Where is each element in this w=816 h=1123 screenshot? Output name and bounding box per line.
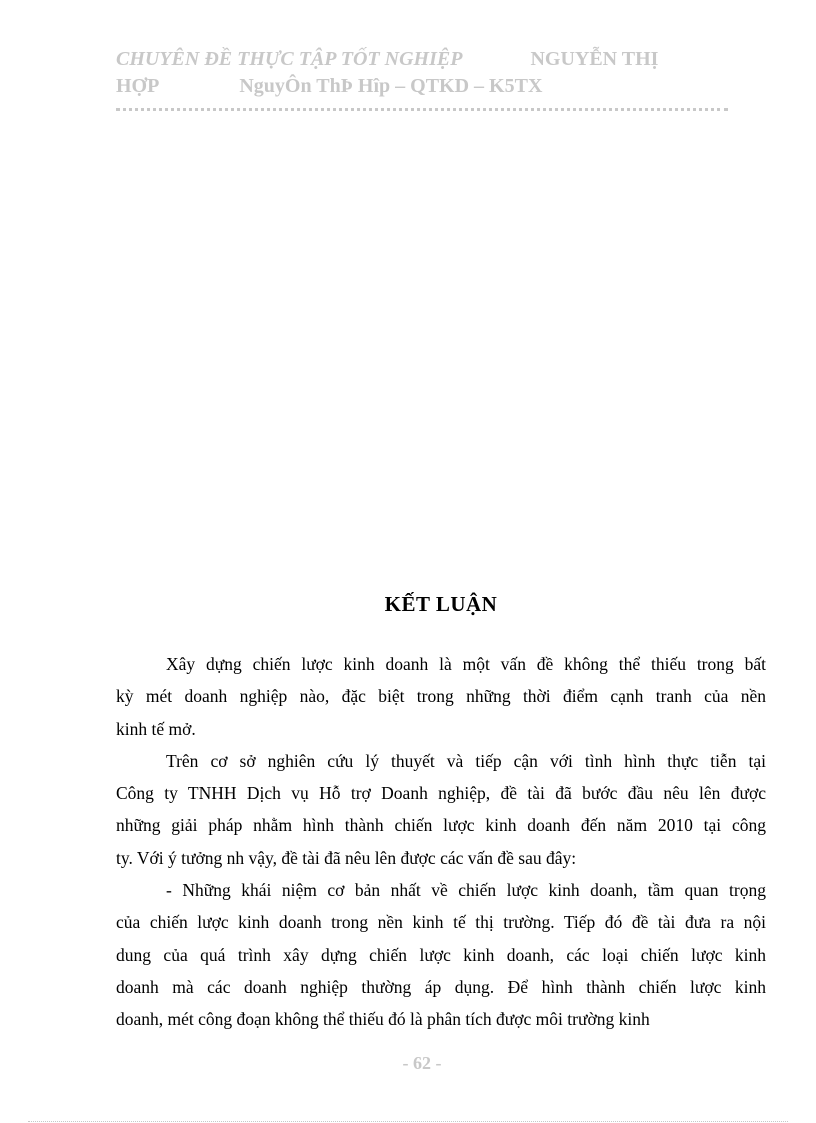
paragraph-1 xyxy=(116,648,766,745)
paragraph-3 xyxy=(116,874,766,1035)
text-line: Trên cơ sở nghiên cứu lý thuyết và tiếp cận với tình hình thực tiễn tại xyxy=(166,750,766,771)
text-line: những giải pháp nhằm hình thành chiến lược kinh doanh đến năm 2010 tại công xyxy=(116,815,766,836)
header-document-type: CHUYÊN ĐỀ THỰC TẬP TỐT NGHIỆP xyxy=(116,48,463,70)
text-line: doanh, mét công đoạn không thể thiếu đó là phân tích được môi trường kinh xyxy=(116,1009,650,1030)
text-line: doanh mà các doanh nghiệp thường áp dụng. Để hình thành chiến lược kinh xyxy=(116,976,766,997)
text-line: dung của quá trình xây dựng chiến lược kinh doanh, các loại chiến lược kinh xyxy=(116,944,766,965)
page-header xyxy=(116,46,728,100)
header-author-name-cont: HỢP xyxy=(116,75,160,97)
text-line: ty. Với ý tưởng nh vậy, đề tài đã nêu lên được các vấn đề sau đây: xyxy=(116,847,577,868)
text-line: Công ty TNHH Dịch vụ Hỗ trợ Doanh nghiệp, đề tài đã bước đầu nêu lên được xyxy=(116,783,766,804)
text-line: Xây dựng chiến lược kinh doanh là một vấn đề không thể thiếu trong bất xyxy=(166,654,766,674)
header-line-1 xyxy=(116,46,728,73)
footer-divider xyxy=(28,1121,788,1122)
text-line: của chiến lược kinh doanh trong nền kinh tế thị trường. Tiếp đó đề tài đưa ra nội xyxy=(116,912,766,933)
body-text xyxy=(116,648,766,1036)
section-title: KẾT LUẬN xyxy=(384,592,498,616)
header-divider xyxy=(116,108,728,111)
text-line: kinh tế mở. xyxy=(116,718,196,739)
header-author-name: NGUYỄN THỊ xyxy=(530,48,659,70)
paragraph-2 xyxy=(116,745,766,874)
page-number: - 62 - xyxy=(402,1053,442,1073)
text-line: kỳ mét doanh nghiệp nào, đặc biệt trong những thời điểm cạnh tranh của nền xyxy=(116,686,766,707)
text-line: - Những khái niệm cơ bản nhất về chiến lược kinh doanh, tầm quan trọng xyxy=(166,880,766,901)
header-author-class: NguyÔn ThÞ Hîp – QTKD – K5TX xyxy=(239,75,543,97)
header-line-2 xyxy=(116,73,728,100)
